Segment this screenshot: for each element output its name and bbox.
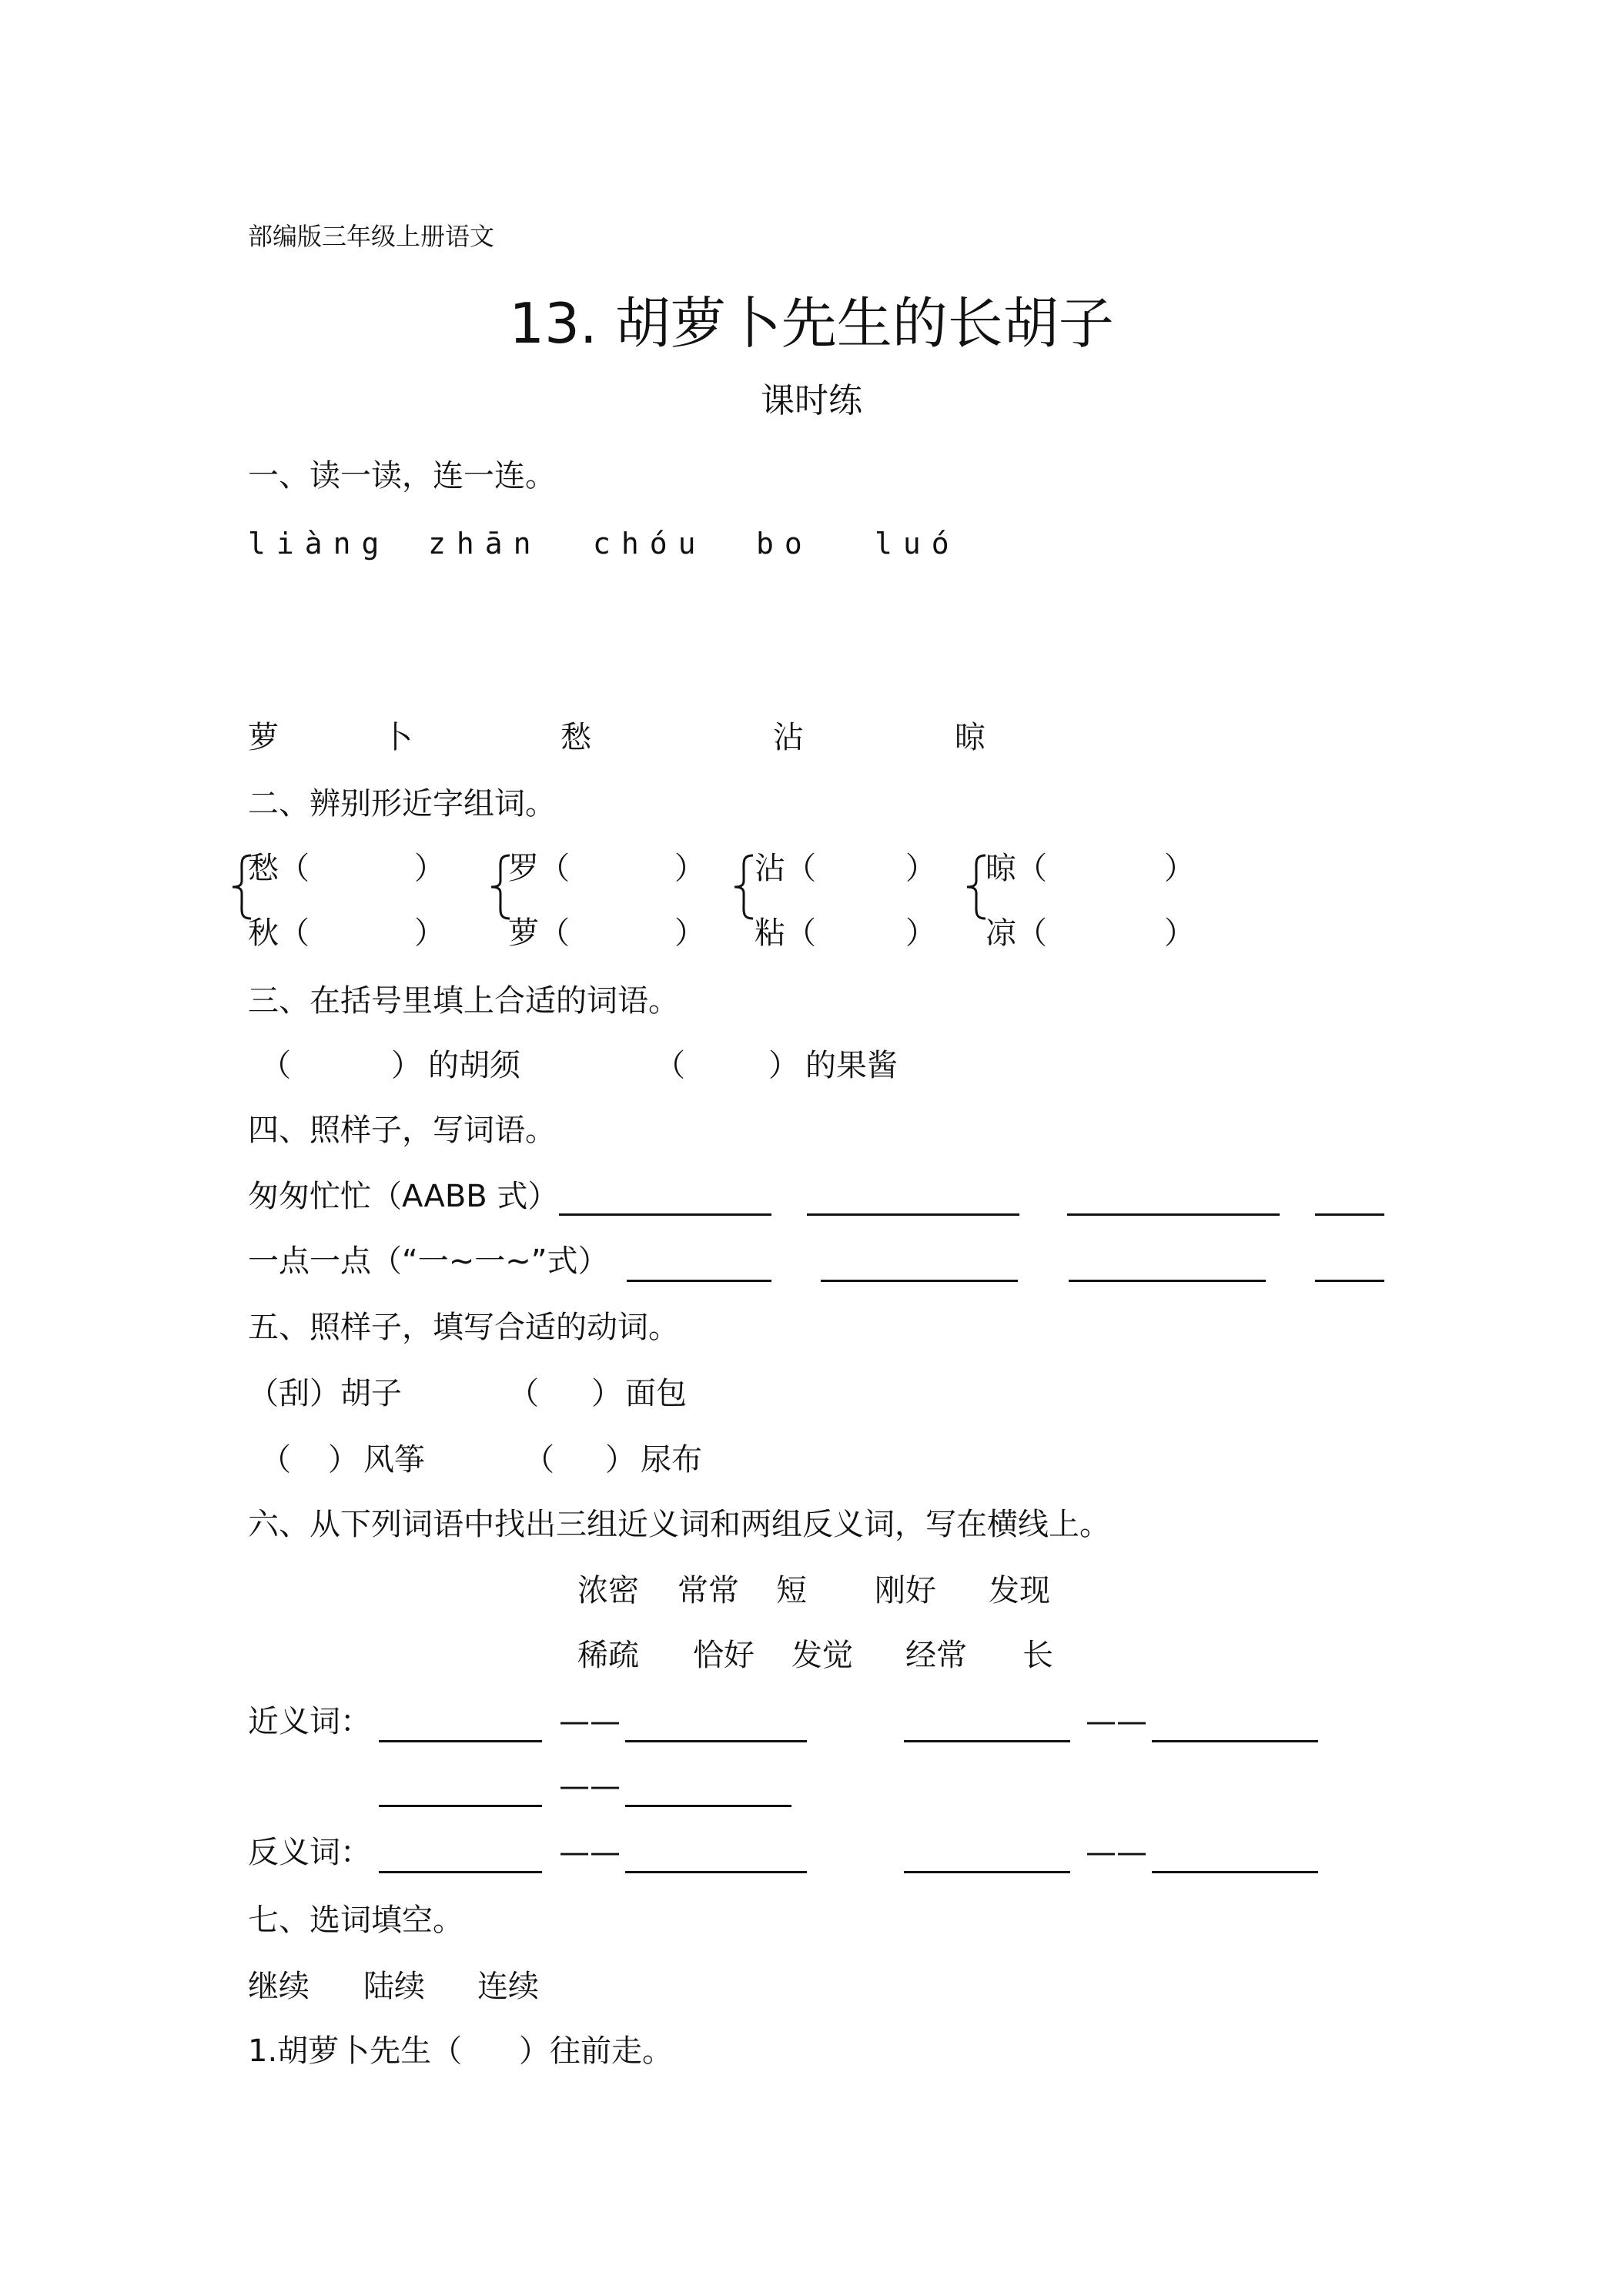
s4-row-1-label: 匆匆忙忙（AABB 式） bbox=[248, 1179, 559, 1214]
group-4-top: 晾（ bbox=[986, 851, 1047, 886]
s5-item-4: 尿布 bbox=[641, 1442, 702, 1478]
page-subtitle: 课时练 bbox=[761, 381, 862, 420]
word-bank-item: 发觉 bbox=[791, 1638, 853, 1673]
pinyin-1: liàng bbox=[248, 527, 390, 561]
answer-line[interactable] bbox=[1152, 1740, 1318, 1742]
s7-q1-pre: 1.胡萝卜先生（ bbox=[248, 2033, 463, 2069]
synonym-label: 近义词： bbox=[248, 1704, 371, 1739]
answer-line[interactable] bbox=[627, 1280, 771, 1282]
s3-open-2: （ bbox=[654, 1048, 685, 1083]
pinyin-2: zhān bbox=[428, 527, 542, 561]
word-bank-item: 发现 bbox=[989, 1573, 1050, 1608]
answer-line[interactable] bbox=[807, 1213, 1019, 1216]
word-bank-item: 长 bbox=[1022, 1638, 1053, 1673]
s5-close-4: ） bbox=[605, 1442, 636, 1478]
word-bank-item: 浓密 bbox=[577, 1573, 639, 1608]
brace-3 bbox=[730, 853, 758, 921]
s5-open-2: （ bbox=[508, 1376, 539, 1411]
group-4-bottom-close: ） bbox=[1164, 915, 1195, 951]
answer-line[interactable] bbox=[1315, 1213, 1384, 1216]
s5-item-2: 面包 bbox=[625, 1376, 687, 1411]
s5-open-3: （ bbox=[260, 1442, 291, 1478]
choice-word: 陆续 bbox=[363, 1969, 425, 2004]
s5-open-4: （ bbox=[524, 1442, 554, 1478]
answer-line[interactable] bbox=[904, 1871, 1070, 1873]
answer-line[interactable] bbox=[1067, 1213, 1280, 1216]
pinyin-4: bo bbox=[756, 527, 813, 561]
pair-dash: —— bbox=[559, 1769, 621, 1804]
answer-line[interactable] bbox=[379, 1805, 542, 1807]
pair-dash: —— bbox=[559, 1835, 621, 1870]
answer-line[interactable] bbox=[625, 1805, 791, 1807]
section-2-heading: 二、辨别形近字组词。 bbox=[248, 786, 556, 822]
answer-line[interactable] bbox=[1069, 1280, 1266, 1282]
s3-close-1: ） bbox=[391, 1048, 422, 1083]
word-bank-item: 稀疏 bbox=[577, 1638, 639, 1673]
antonym-label: 反义词： bbox=[248, 1835, 371, 1870]
word-bank-item: 短 bbox=[776, 1573, 807, 1608]
char-5: 晾 bbox=[955, 720, 986, 755]
section-5-heading: 五、照样子，填写合适的动词。 bbox=[248, 1310, 679, 1345]
group-1-top-close: ） bbox=[414, 851, 445, 886]
group-2-top: 罗（ bbox=[508, 851, 570, 886]
char-1: 萝 bbox=[248, 720, 279, 755]
pinyin-5: luó bbox=[875, 527, 960, 561]
group-3-top: 沾（ bbox=[755, 851, 816, 886]
series-label: 部编版三年级上册语文 bbox=[248, 222, 495, 251]
s3-close-2: ） bbox=[768, 1048, 799, 1083]
group-1-bottom: 秋（ bbox=[248, 915, 310, 951]
pinyin-3: chóu bbox=[593, 527, 707, 561]
group-4-bottom: 凉（ bbox=[986, 915, 1047, 951]
s3-item-2: 的果酱 bbox=[805, 1048, 898, 1083]
pair-dash: —— bbox=[1086, 1835, 1147, 1870]
answer-line[interactable] bbox=[379, 1740, 542, 1742]
group-1-top: 愁（ bbox=[248, 851, 310, 886]
group-3-bottom: 粘（ bbox=[755, 915, 816, 951]
char-4: 沾 bbox=[773, 720, 804, 755]
group-2-bottom: 萝（ bbox=[508, 915, 570, 951]
group-1-bottom-close: ） bbox=[414, 915, 445, 951]
group-3-top-close: ） bbox=[905, 851, 936, 886]
section-4-heading: 四、照样子，写词语。 bbox=[248, 1113, 556, 1148]
s3-open-1: （ bbox=[260, 1048, 291, 1083]
s5-close-2: ） bbox=[591, 1376, 622, 1411]
answer-line[interactable] bbox=[559, 1213, 771, 1216]
answer-line[interactable] bbox=[821, 1280, 1018, 1282]
answer-line[interactable] bbox=[1152, 1871, 1318, 1873]
page-title: 13. 胡萝卜先生的长胡子 bbox=[509, 291, 1114, 356]
word-bank-item: 经常 bbox=[905, 1638, 967, 1673]
section-1-heading: 一、读一读，连一连。 bbox=[248, 458, 556, 494]
answer-line[interactable] bbox=[379, 1871, 542, 1873]
word-bank-item: 常常 bbox=[678, 1573, 739, 1608]
answer-line[interactable] bbox=[625, 1871, 807, 1873]
char-2: 卜 bbox=[382, 720, 413, 755]
answer-line[interactable] bbox=[625, 1740, 807, 1742]
s5-example: （刮）胡子 bbox=[248, 1376, 402, 1411]
answer-line[interactable] bbox=[904, 1740, 1070, 1742]
choice-word: 继续 bbox=[248, 1969, 310, 2004]
group-2-top-close: ） bbox=[674, 851, 705, 886]
word-bank-item: 恰好 bbox=[693, 1638, 755, 1673]
pair-dash: —— bbox=[1086, 1704, 1147, 1739]
group-3-bottom-close: ） bbox=[905, 915, 936, 951]
section-3-heading: 三、在括号里填上合适的词语。 bbox=[248, 983, 679, 1019]
s3-item-1: 的胡须 bbox=[428, 1048, 520, 1083]
s5-item-3: 风筝 bbox=[363, 1442, 425, 1478]
char-3: 愁 bbox=[561, 720, 591, 755]
word-bank-item: 刚好 bbox=[875, 1573, 936, 1608]
group-2-bottom-close: ） bbox=[674, 915, 705, 951]
choice-word: 连续 bbox=[477, 1969, 539, 2004]
section-7-heading: 七、选词填空。 bbox=[248, 1903, 463, 1938]
answer-line[interactable] bbox=[1315, 1280, 1384, 1282]
section-6-heading: 六、从下列词语中找出三组近义词和两组反义词，写在横线上。 bbox=[248, 1507, 1110, 1542]
pair-dash: —— bbox=[559, 1704, 621, 1739]
group-4-top-close: ） bbox=[1164, 851, 1195, 886]
s7-q1-post: ）往前走。 bbox=[519, 2033, 673, 2069]
s5-close-3: ） bbox=[328, 1442, 359, 1478]
s4-row-2-label: 一点一点（“一~一~”式） bbox=[248, 1243, 609, 1279]
